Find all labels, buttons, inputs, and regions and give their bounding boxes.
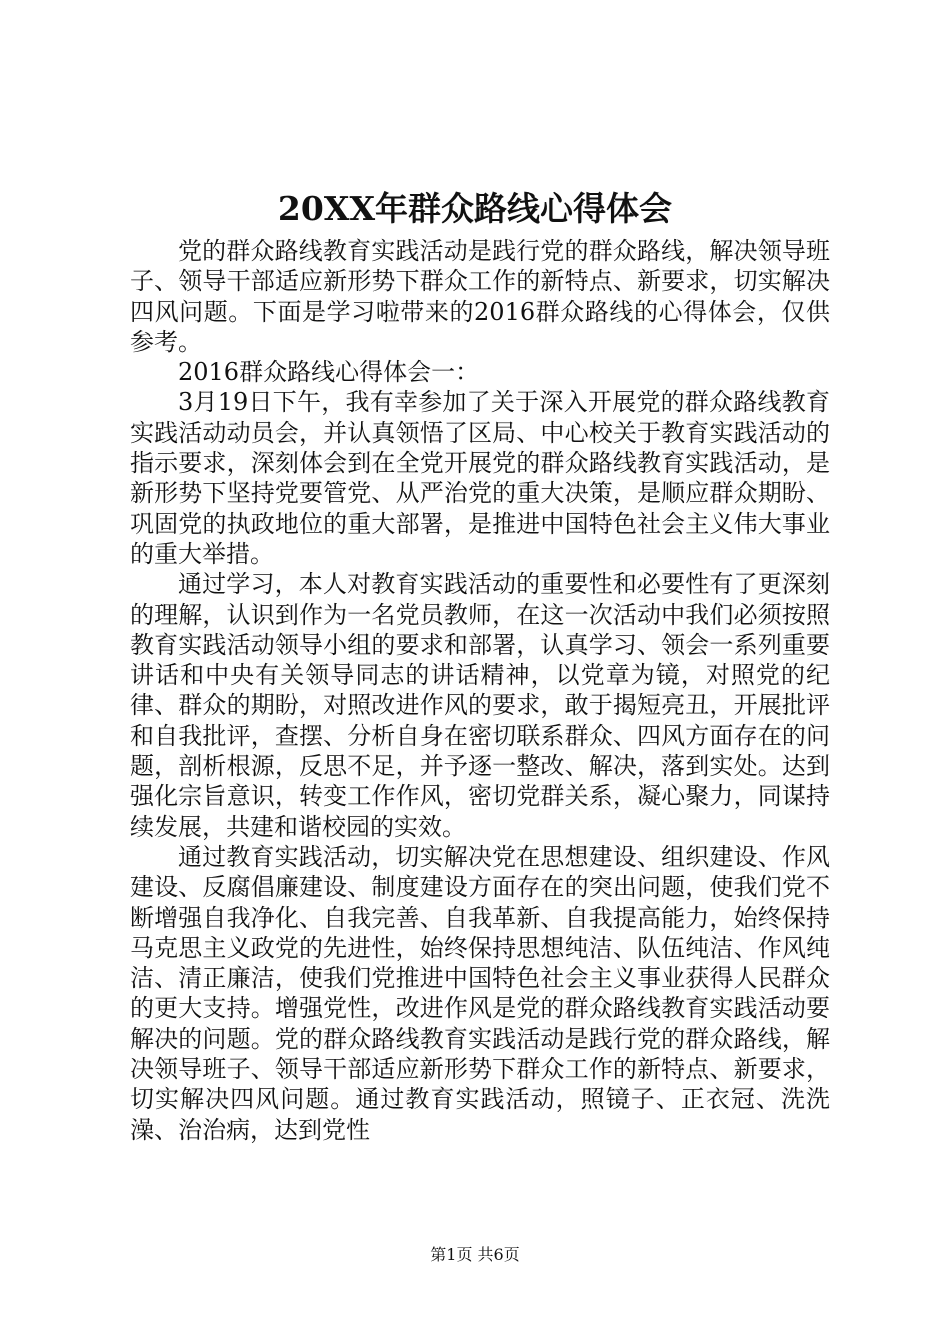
paragraph-intro: 党的群众路线教育实践活动是践行党的群众路线，解决领导班子、领导干部适应新形势下群众工作的新特点、新要求，切实解决四风问题。下面是学习啦带来的2016群众路线的心得体会，仅供参考。	[130, 237, 830, 356]
paragraph-meeting: 3月19日下午，我有幸参加了关于深入开展党的群众路线教育实践活动动员会，并认真领悟了区局、中心校关于教育实践活动的指示要求，深刻体会到在全党开展党的群众路线教育实践活动，是新形势下坚持党要管党、从严治党的重大决策，是顺应群众期盼、巩固党的执政地位的重大部署，是推进中国特色社会主义伟大事业的重大举措。	[130, 388, 830, 568]
page-number-footer: 第1页 共6页	[430, 1245, 520, 1264]
document-title: 20XX年群众路线心得体会	[277, 189, 673, 228]
paragraph-understanding: 通过学习，本人对教育实践活动的重要性和必要性有了更深刻的理解，认识到作为一名党员教师，在这一次活动中我们必须按照教育实践活动领导小组的要求和部署，认真学习、领会一系列重要讲话和中央有关领导同志的讲话精神，以党章为镜，对照党的纪律、群众的期盼，对照改进作风的要求，敢于揭短亮丑，开展批评和自我批评，查摆、分析自身在密切联系群众、四风方面存在的问题，剖析根源，反思不足，并予逐一整改、解决，落到实处。达到强化宗旨意识，转变工作作风，密切党群关系，凝心聚力，同谋持续发展，共建和谐校园的实效。	[130, 570, 830, 841]
document-body	[130, 236, 830, 1145]
paragraph-section-heading: 2016群众路线心得体会一：	[178, 358, 480, 387]
paragraph-practice: 通过教育实践活动，切实解决党在思想建设、组织建设、作风建设、反腐倡廉建设、制度建设方面存在的突出问题，使我们党不断增强自我净化、自我完善、自我革新、自我提高能力，始终保持马克思主义政党的先进性，始终保持思想纯洁、队伍纯洁、作风纯洁、清正廉洁，使我们党推进中国特色社会主义事业获得人民群众的更大支持。增强党性，改进作风是党的群众路线教育实践活动要解决的问题。党的群众路线教育实践活动是践行党的群众路线，解决领导班子、领导干部适应新形势下群众工作的新特点、新要求，切实解决四风问题。通过教育实践活动，照镜子、正衣冠、洗洗澡、治治病，达到党性	[130, 842, 830, 1144]
